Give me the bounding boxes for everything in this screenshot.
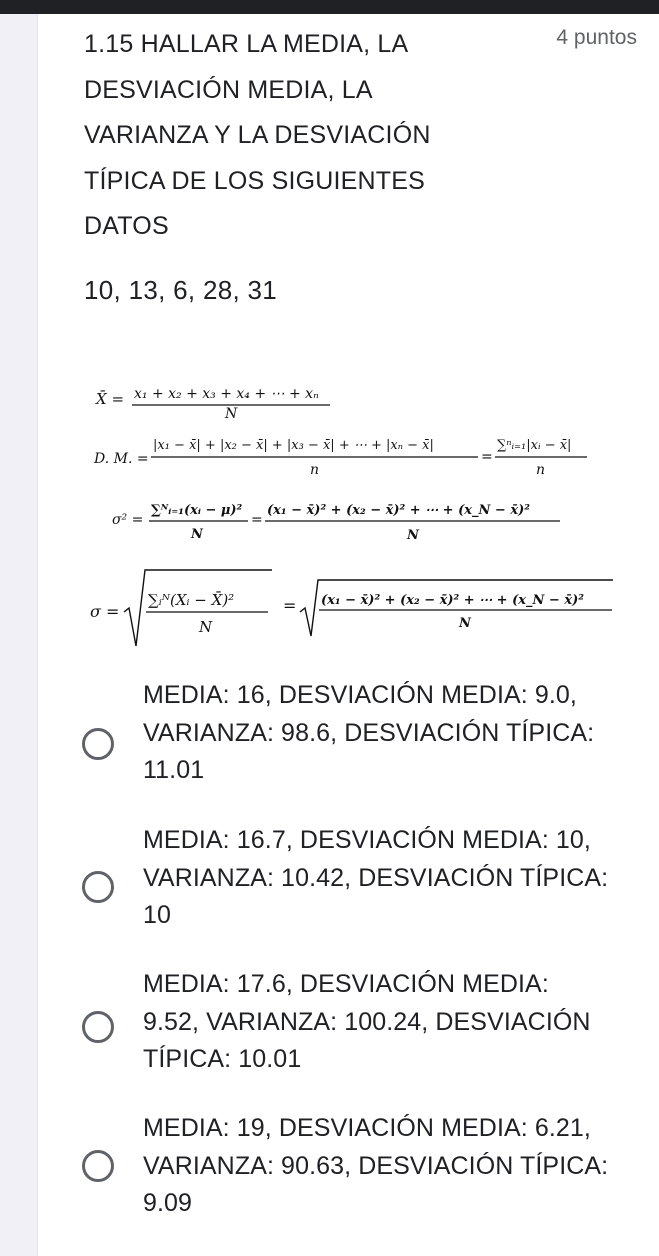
option-label[interactable] bbox=[143, 822, 638, 935]
std-dev-lhs: σ = bbox=[90, 602, 120, 621]
std-dev-equals: = bbox=[283, 596, 297, 615]
points-label: 4 puntos bbox=[556, 26, 637, 49]
mean-denominator: N bbox=[225, 406, 238, 422]
std-dev-denominator-2: N bbox=[459, 616, 471, 631]
option-label[interactable] bbox=[143, 966, 638, 1079]
option-label-line: 9.09 bbox=[143, 1189, 193, 1217]
option-label-line: MEDIA: 16.7, DESVIACIÓN MEDIA: 10, bbox=[143, 826, 591, 854]
radical-sign bbox=[300, 580, 613, 636]
question-title-line: TÍPICA DE LOS SIGUIENTES bbox=[84, 166, 425, 195]
md-lhs: D. M. = bbox=[94, 451, 149, 467]
option-label[interactable] bbox=[143, 1110, 638, 1223]
option-label-line: TÍPICA: 10.01 bbox=[143, 1045, 302, 1073]
md-equals: = bbox=[481, 449, 493, 465]
option-label-line: MEDIA: 17.6, DESVIACIÓN MEDIA: bbox=[143, 970, 549, 998]
md-numerator: |x₁ − x̄| + |x₂ − x̄| + |x₃ − x̄| + ⋯ + |xₙ − x̄| bbox=[153, 438, 434, 453]
option-label-line: VARIANZA: 10.42, DESVIACIÓN TÍPICA: bbox=[143, 863, 609, 892]
variance-numerator: ∑ᴺᵢ₌₁(xᵢ − μ)² bbox=[151, 503, 243, 518]
mean-deviation-formula bbox=[93, 438, 587, 478]
md-denominator: n bbox=[310, 462, 320, 478]
variance-numerator-2: (x₁ − x̄)² + (x₂ − x̄)² + ⋯ + (x_N − x̄)² bbox=[267, 503, 530, 518]
option-label-line: 10 bbox=[143, 901, 172, 929]
option-label-line: MEDIA: 19, DESVIACIÓN MEDIA: 6.21, bbox=[143, 1114, 591, 1142]
radio-button[interactable] bbox=[82, 1011, 114, 1043]
md-numerator-2: ∑ⁿᵢ₌₁|xᵢ − x̄| bbox=[497, 438, 572, 453]
mean-formula bbox=[95, 386, 330, 422]
question-title-line: VARIANZA Y LA DESVIACIÓN bbox=[84, 121, 431, 149]
variance-denominator-2: N bbox=[407, 528, 419, 543]
option-label-line: 11.01 bbox=[143, 756, 205, 784]
question-title-line: DATOS bbox=[84, 212, 169, 240]
option-label-line: VARIANZA: 98.6, DESVIACIÓN TÍPICA: bbox=[143, 718, 595, 747]
variance-lhs: σ² = bbox=[112, 512, 144, 528]
std-dev-numerator-2: (x₁ − x̄)² + (x₂ − x̄)² + ⋯ + (x_N − x̄)² bbox=[321, 593, 584, 608]
md-denominator-2: n bbox=[536, 462, 546, 478]
std-dev-formula bbox=[90, 570, 613, 646]
option-label-line: MEDIA: 16, DESVIACIÓN MEDIA: 9.0, bbox=[143, 681, 577, 709]
radio-button[interactable] bbox=[82, 871, 114, 903]
mean-numerator: x₁ + x₂ + x₃ + x₄ + ⋯ + xₙ bbox=[134, 386, 319, 402]
question-title-line: 1.15 HALLAR LA MEDIA, LA bbox=[84, 30, 409, 58]
option-label[interactable] bbox=[143, 677, 638, 790]
std-dev-numerator: ∑ᵢᴺ(Xᵢ − X̄)² bbox=[148, 591, 235, 609]
data-values: 10, 13, 6, 28, 31 bbox=[84, 275, 278, 305]
mean-lhs: X̄ = bbox=[96, 390, 125, 408]
radio-button[interactable] bbox=[82, 728, 114, 760]
variance-denominator: N bbox=[191, 527, 203, 542]
option-label-line: 9.52, VARIANZA: 100.24, DESVIACIÓN bbox=[143, 1007, 591, 1036]
question-title-line: DESVIACIÓN MEDIA, LA bbox=[84, 75, 373, 104]
option-label-line: VARIANZA: 90.63, DESVIACIÓN TÍPICA: bbox=[143, 1151, 609, 1180]
radio-button[interactable] bbox=[82, 1150, 114, 1182]
variance-equals: = bbox=[251, 512, 263, 528]
variance-formula bbox=[112, 503, 560, 543]
std-dev-denominator: N bbox=[199, 618, 213, 636]
